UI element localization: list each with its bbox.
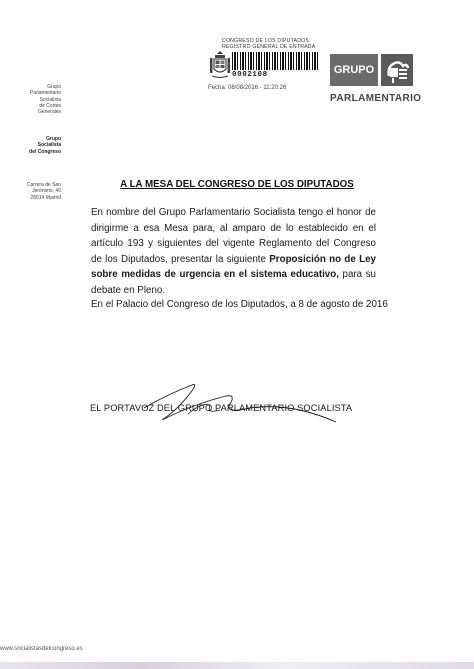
psoe-logo-icon: [381, 54, 413, 86]
sidebar-address-line: Carrera de San: [26, 182, 61, 188]
stamp-institution: CONGRESO DE LOS DIPUTADOS: [222, 38, 310, 44]
document-heading: A LA MESA DEL CONGRESO DE LOS DIPUTADOS: [120, 179, 354, 190]
sidebar-group-line: Socialista: [37, 142, 61, 149]
sidebar-org-line: Generales: [37, 109, 61, 116]
sidebar-org-line: Socialista: [39, 96, 61, 103]
registry-number: 0002108: [232, 71, 268, 79]
document-paragraph: [91, 205, 376, 299]
sidebar-org-line: de Cortes: [39, 102, 61, 109]
sidebar-group: [29, 136, 61, 155]
coat-of-arms-icon: [209, 50, 231, 80]
sidebar-group-line: del Congreso: [29, 148, 61, 155]
grupo-logo-text: GRUPO: [333, 64, 375, 76]
footer-website: www.socialistasdelcongreso.es: [0, 646, 83, 652]
grupo-logo-word: PARLAMENTARIO: [330, 93, 422, 104]
sidebar-group-line: Grupo: [46, 136, 61, 142]
sidebar-address-line: Jerónimo, 40: [32, 188, 61, 195]
sidebar-org: [30, 84, 61, 115]
sidebar-address-line: 28014 Madrid: [30, 194, 61, 201]
registry-date: Fecha: 08/08/2016 - 11:20:26: [208, 85, 287, 91]
scan-edge: [0, 662, 474, 669]
signature-line: EL PORTAVOZ DEL GRUPO PARLAMENTARIO SOCIALISTA: [90, 403, 353, 413]
paragraph-end: para su debate en Pleno.: [91, 269, 376, 296]
sidebar-org-line: Parlamentario: [29, 90, 61, 97]
stamp-registry: REGISTRO GENERAL DE ENTRADA: [222, 44, 316, 50]
paragraph-intro: En nombre del Grupo Parlamentario Socialista tengo el honor de dirigirme a esa Mesa para, al amparo de lo establecido en el artículo 193 y siguientes del vigente Reglamento del Congreso de los Diputados, presentar la siguiente: [91, 207, 376, 265]
registry-barcode: [232, 52, 318, 70]
place-date: En el Palacio del Congreso de los Diputados, a 8 de agosto de 2016: [91, 299, 388, 310]
sidebar-org-line: Grupo: [47, 84, 61, 90]
paragraph-bold: Proposición no de Ley sobre medidas de urgencia en el sistema educativo,: [91, 253, 376, 281]
grupo-logo-box: [330, 54, 378, 86]
